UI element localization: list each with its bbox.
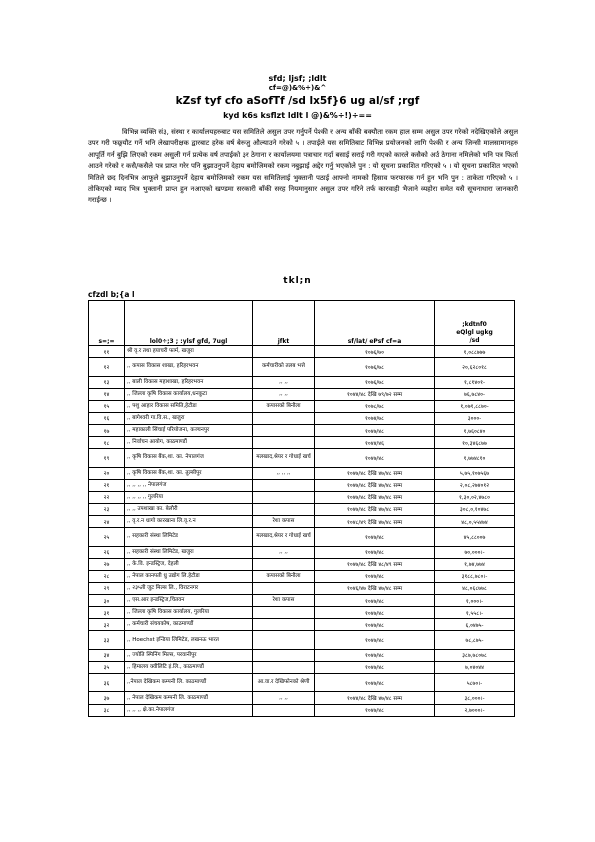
row-year: १०४७/४८ <box>315 673 435 692</box>
header-year: sf/lat/ ePsf cf=a <box>315 301 435 346</box>
row-serial: ३० <box>89 595 125 607</box>
table-row <box>89 491 515 503</box>
table-row <box>89 400 515 412</box>
table-row <box>89 631 515 650</box>
row-name: ,, ,, ,, ,, गुलरिया <box>125 491 253 503</box>
row-name: ,, बाली विकास महाशाखा, हरिहरभवन <box>125 376 253 388</box>
row-purpose <box>253 424 315 436</box>
row-year: १०४७/४८ देखि ४७/४८ सम्म <box>315 467 435 479</box>
row-year: १०४७/४८ <box>315 424 435 436</box>
row-year: १०४७/४८ <box>315 619 435 631</box>
table-row <box>89 503 515 515</box>
row-amount: ४५,८८००७ <box>435 528 515 547</box>
section-title: tkl;n <box>283 276 312 286</box>
header-name: lol0÷;3 ; :ylsf gfd, 7ugl <box>125 301 253 346</box>
row-serial: ३५ <box>89 661 125 673</box>
row-year: १०७४/७८ <box>315 412 435 424</box>
row-purpose <box>253 437 315 449</box>
row-amount: १,५५८।- <box>435 607 515 619</box>
row-serial: १७ <box>89 424 125 436</box>
row-year: १०४४/४८ देखि ७९/७२ सम्म <box>315 388 435 400</box>
row-year: १०४६/४७ देखि ४७/४८ सम्म <box>315 582 435 594</box>
row-year: १०४७/४८ देखि ४७/४८ सम्म <box>315 503 435 515</box>
row-amount: ४८,०,५५४७४ <box>435 516 515 528</box>
row-year: १०४७/४८ <box>315 631 435 650</box>
row-name: श्री वृ.र तथा हयाचरी फार्म, खजुरा <box>125 346 253 358</box>
row-amount: २,०८,२७४०१२ <box>435 479 515 491</box>
row-amount: ७८,८७५- <box>435 631 515 650</box>
row-name: ,, ,, ,, क्षे.का.नेपालगंज <box>125 704 253 716</box>
row-purpose: ,, ,, <box>253 376 315 388</box>
row-year: १०४७/४८ देखि ४७/४८ सम्म <box>315 491 435 503</box>
row-amount: ६,०४७५- <box>435 619 515 631</box>
row-amount: १,०८८७७७ <box>435 346 515 358</box>
row-purpose: ,, ,, <box>253 388 315 400</box>
table-row <box>89 424 515 436</box>
table-row <box>89 692 515 704</box>
row-amount: ३१८८,७८०।- <box>435 570 515 582</box>
row-name: ,, कृषि विकास बैंक,शा. का. नेपालगंज <box>125 449 253 468</box>
row-name: ,, कपास विकास शाखा, हरिहरभवन <box>125 358 253 377</box>
row-amount: २०,६२८०१८ <box>435 358 515 377</box>
row-serial: २२ <box>89 491 125 503</box>
row-purpose <box>253 558 315 570</box>
table-row <box>89 570 515 582</box>
row-name: ,,नेपाल देखिकम कम्पनी लि. काठमाण्डौं <box>125 673 253 692</box>
row-purpose: आ.वा.र देखिफोनको श्रेणी <box>253 673 315 692</box>
row-serial: १९ <box>89 449 125 468</box>
table-header-row <box>89 301 515 346</box>
row-serial: २७ <box>89 558 125 570</box>
row-year: १०४७/४८ <box>315 649 435 661</box>
row-year: १०४७/४८ <box>315 546 435 558</box>
table-row <box>89 661 515 673</box>
row-serial: ३३ <box>89 631 125 650</box>
header-line-1: sfd; ljsf; ;ldlt <box>268 74 327 83</box>
notice-paragraph <box>88 127 518 253</box>
table-row <box>89 673 515 692</box>
table-row <box>89 649 515 661</box>
row-purpose: मलखाद,श्रेयर र गोधाई खर्च <box>253 528 315 547</box>
row-purpose <box>253 479 315 491</box>
notice-subtitle: kyd k6s ksflzt ldlt l @)&%÷!)÷== <box>223 111 372 120</box>
row-purpose: रेशा कपास <box>253 595 315 607</box>
row-year: १०४८/४९ देखि ४७/४८ सम्म <box>315 516 435 528</box>
row-amount: ७०,०००।- <box>435 546 515 558</box>
row-purpose: ,, ,, <box>253 546 315 558</box>
header-purpose: jfkt <box>253 301 315 346</box>
row-serial: २१ <box>89 479 125 491</box>
row-amount: १,३०,०२,४७८० <box>435 491 515 503</box>
row-serial: २३ <box>89 503 125 515</box>
row-serial: ३१ <box>89 607 125 619</box>
row-purpose: रेशा कपास <box>253 516 315 528</box>
row-purpose: कर्मचारीको तलब भत्ते <box>253 358 315 377</box>
row-amount: ३०००- <box>435 412 515 424</box>
row-amount: २,७०००।- <box>435 704 515 716</box>
row-amount: १,७६०८४० <box>435 424 515 436</box>
row-serial: १८ <box>89 437 125 449</box>
row-serial: ११ <box>89 346 125 358</box>
row-serial: १२ <box>89 358 125 377</box>
row-serial: २५ <box>89 528 125 547</box>
row-purpose <box>253 582 315 594</box>
row-amount: ५,७५,१०७५६७ <box>435 467 515 479</box>
row-year: १०४४/४६ <box>315 437 435 449</box>
row-name: ,, Hoechst इन्डिया लिमिटेड, लखनऊ भारत <box>125 631 253 650</box>
row-name: ,, पशु आहार विकास समिति,हेटौडा <box>125 400 253 412</box>
row-name: ,, एस.आर इन्डस्ट्रिज,चितवन <box>125 595 253 607</box>
row-amount: १,०००।- <box>435 595 515 607</box>
row-serial: ३२ <box>89 619 125 631</box>
table-row <box>89 346 515 358</box>
row-year: १०४७/४८ देखि ४७/४८ सम्म <box>315 479 435 491</box>
row-purpose <box>253 412 315 424</box>
table-row <box>89 412 515 424</box>
table-row <box>89 704 515 716</box>
row-year: १०४७/४८ देखि ४८/४९ सम्म <box>315 558 435 570</box>
row-name: ,, जिल्ला कृषि विकास कार्यालय,धनकुटा <box>125 388 253 400</box>
table-row <box>89 607 515 619</box>
row-year: १०४७/४८ <box>315 704 435 716</box>
row-serial: ३४ <box>89 649 125 661</box>
table-row <box>89 516 515 528</box>
table-row <box>89 437 515 449</box>
row-purpose <box>253 607 315 619</box>
row-amount: ३०८,०,१०४७८ <box>435 503 515 515</box>
row-name: ,, नेपाल कानपती धु उद्योग लि.हेटौडा <box>125 570 253 582</box>
row-name: ,, कर्मचारी संचयकोष, काठमाण्डौं <box>125 619 253 631</box>
table-row <box>89 595 515 607</box>
row-serial: ३८ <box>89 704 125 716</box>
row-serial: २४ <box>89 516 125 528</box>
row-name: ,, हिमालय क्वीलिटि इं.लि., काठमाण्डौं <box>125 661 253 673</box>
row-year: १०७६/७८ <box>315 376 435 388</box>
row-amount: ३८,०००।- <box>435 692 515 704</box>
table-row <box>89 479 515 491</box>
row-purpose <box>253 346 315 358</box>
table-row <box>89 582 515 594</box>
row-purpose: ,, ,, <box>253 692 315 704</box>
row-purpose <box>253 619 315 631</box>
row-serial: ३६ <box>89 673 125 692</box>
row-year: १०७६/७० <box>315 346 435 358</box>
row-purpose <box>253 661 315 673</box>
row-name: ,, सहकारी संस्था लिमिटेड, खजुरा <box>125 546 253 558</box>
notice-paragraph-text: विभिन्न व्यक्ति सं३, संस्था र कार्यालयहरुबाट यस समितिले असुल उपर गर्नुपर्ने पेश्की र अन्य बाँकी बक्यौता रकम हाल सम्म असुल उपर गरेको नदेखिएकोले असुल उपर गरी फछ्र्यौट गर्ने भनि लेखापरीक्षक द्वारबाट हरेक वर्ष बेरुजु औल्याउने गरेको ५ । तपाईले यस समितिबाट विभिन्न प्रयोजनको लागि पेश्की र अन्य जिन्सी मालसामानहरु आपूर्ति गर्न बुझि लिएको रकम असुली गर्न प्रत्येक वर्ष तपाईको ३र ठेगाना र कार्यालयमा पत्राचार गर्दा बसाई सराई गरी गएको कारले कसैको अर्उ ठेगाना नमिलेको भनि पत्र फिर्ता आउने गरेको र कसै/कसैले पत्र प्राप्त गरेर पनि बुझाउनुपर्ने देहाय बमोजिमको रकम नबुझाई अद्देर गर्नु भएकोले पुन : यो सूचना प्रकाशित गरिएको ५ । यो सूचना प्रकाशित भएको मितिले छद दिनभित्र आफूले बुझाउनुपर्ने देहाय बमोजिमको रकम यस समितिलाई भुक्तानी पठाई आफ्नो नामको हिसाव फरफारक गर्न हुन भनि पुन : ताकेता गरिएको ५ । तोकिएको म्याद भित्र भुक्तानी प्राप्त हुन नआएको खण्डमा सरकारी बाँकी सरह नियमानुसार असुल उपर गरिने तर्फ कारवाही भैजाने व्यहोरा समेत यसै सूचनाधारा जानकारी गराईन्छ । <box>88 128 518 205</box>
row-purpose <box>253 491 315 503</box>
row-year: १०७६/७८ <box>315 358 435 377</box>
table-row <box>89 358 515 377</box>
row-name: ,, वृ.र.न धागो कारखाना लि.वृ.र.न <box>125 516 253 528</box>
row-purpose: कपासको बिनौला <box>253 570 315 582</box>
row-serial: ३७ <box>89 692 125 704</box>
row-name: ,, के.वि. इन्डस्ट्रिज, देहली <box>125 558 253 570</box>
notice-title: kZsf tyf cfo aSofTf /sd lx5f}6 ug al/sf ;rgf <box>175 95 420 107</box>
row-amount: ३८७,७८०७८ <box>435 649 515 661</box>
row-amount: ७,०४०४४ <box>435 661 515 673</box>
table-row <box>89 449 515 468</box>
header-serial: s=;= <box>89 301 125 346</box>
header-amount: ;kdtnf0 eQlgl ugkg /sd <box>435 301 515 346</box>
row-amount: १,७७४८१० <box>435 449 515 468</box>
table-row <box>89 376 515 388</box>
row-name: ,, जिल्ला कृषि विकास कार्यालय, गुलरिया <box>125 607 253 619</box>
row-year: १०४७/४८ <box>315 607 435 619</box>
row-serial: १३ <box>89 376 125 388</box>
row-year: १०४७/४८ <box>315 661 435 673</box>
table-row <box>89 528 515 547</box>
row-serial: १५ <box>89 400 125 412</box>
row-amount: ७६,७८४०- <box>435 388 515 400</box>
row-year: १०४४/४८ देखि ४७/४८ सम्म <box>315 692 435 704</box>
row-purpose <box>253 704 315 716</box>
row-name: ,, ज्योति स्पिनिंग मिल्स, परवानीपुर <box>125 649 253 661</box>
table-row <box>89 558 515 570</box>
row-amount: ४८,०६८७७८ <box>435 582 515 594</box>
row-name: ,, बागेश्वरी गा.वि.स., खजुरा <box>125 412 253 424</box>
row-amount: ५८७०।- <box>435 673 515 692</box>
table-row <box>89 546 515 558</box>
header-line-2: cf=@)&%÷)&^ <box>268 84 327 92</box>
row-name: ,, ,, ,, ,, नेपालगंज <box>125 479 253 491</box>
row-serial: २६ <box>89 546 125 558</box>
row-serial: २९ <box>89 582 125 594</box>
row-year: १०४७/४८ <box>315 570 435 582</box>
row-serial: १६ <box>89 412 125 424</box>
row-name: ,, सहकारी संस्था लिमिटेड <box>125 528 253 547</box>
row-serial: २८ <box>89 570 125 582</box>
table-row <box>89 467 515 479</box>
row-amount: १,८१४०१- <box>435 376 515 388</box>
row-name: ,, कृषि विकास बैंक,शा. का. तुल्सीपुर <box>125 467 253 479</box>
row-purpose: मलखाद,श्रेयर र गोधाई खर्च <box>253 449 315 468</box>
row-serial: २० <box>89 467 125 479</box>
row-purpose: कपासको बिनौला <box>253 400 315 412</box>
row-serial: १४ <box>89 388 125 400</box>
row-year: १०४७/४८ <box>315 595 435 607</box>
row-year: १०४७/४८ <box>315 449 435 468</box>
table-row <box>89 619 515 631</box>
table-row <box>89 388 515 400</box>
row-purpose <box>253 649 315 661</box>
row-name: ,, निर्वाचन आयोग, काठमाण्डौं <box>125 437 253 449</box>
section-subtitle: cfzdl b;{a l <box>88 290 135 299</box>
row-year: १०४७/४८ <box>315 528 435 547</box>
row-year: १०७८/७८ <box>315 400 435 412</box>
row-name: ,, ,, उपशाखा का. बेलौरी <box>125 503 253 515</box>
row-name: ,, महाकाली सिंचाई परियोजना, कञ्चनपुर <box>125 424 253 436</box>
row-purpose <box>253 631 315 650</box>
row-purpose <box>253 503 315 515</box>
row-amount: १,०७१,८८७०- <box>435 400 515 412</box>
dues-table <box>88 300 515 717</box>
row-purpose: ,, ,, ,, <box>253 467 315 479</box>
row-amount: १,७४,७७४ <box>435 558 515 570</box>
row-amount: १०,३४६८७७ <box>435 437 515 449</box>
row-name: ,, नेपाल देखिकम कम्पनी लि. काठमाण्डौं <box>125 692 253 704</box>
row-name: ,, २३५ती जुट मिल्स लि., विराटनगर <box>125 582 253 594</box>
